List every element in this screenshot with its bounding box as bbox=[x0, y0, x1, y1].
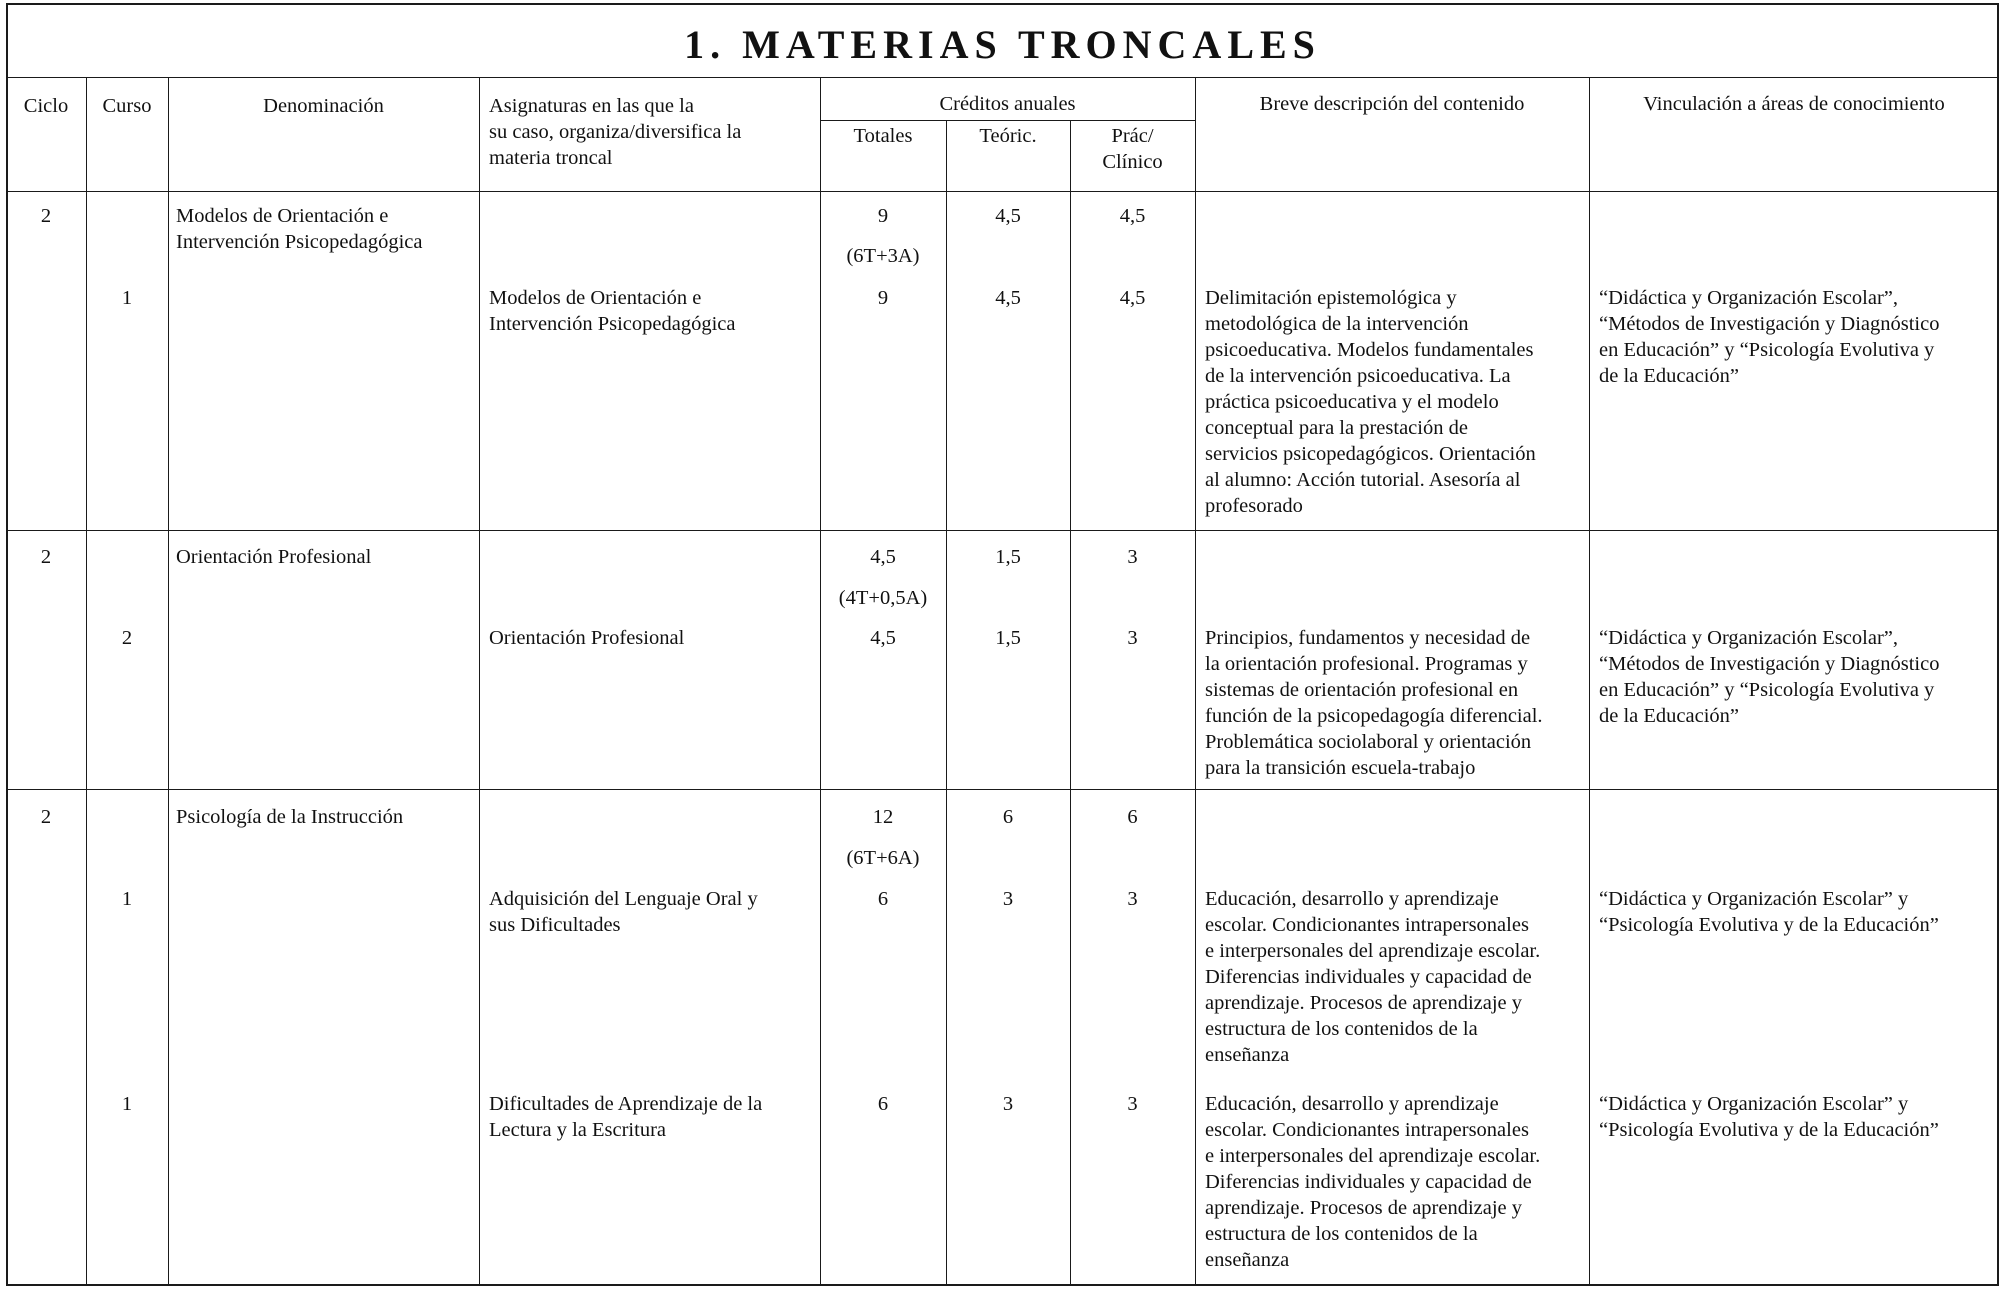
header-teoric: Teóric. bbox=[979, 125, 1037, 147]
header-denominacion: Denominación bbox=[263, 95, 384, 117]
row-totales: 6 bbox=[877, 1093, 889, 1115]
row-asignatura: Adquisición del Lenguaje Oral y sus Dificultades bbox=[489, 888, 758, 936]
row-asignatura: Dificultades de Aprendizaje de la Lectura y la Escritura bbox=[489, 1093, 763, 1141]
row-asignatura: Orientación Profesional bbox=[489, 627, 685, 649]
row-asignatura: Modelos de Orientación e Intervención Psicopedagógica bbox=[489, 287, 736, 335]
row-totales: 6 bbox=[877, 888, 889, 910]
block-divider-2 bbox=[6, 789, 1999, 790]
block-teoric: 4,5 bbox=[995, 205, 1021, 227]
block-desglose: (4T+0,5A) bbox=[838, 587, 928, 609]
row-curso: 1 bbox=[121, 287, 133, 309]
row-vinculacion: “Didáctica y Organización Escolar”, “Métodos de Investigación y Diagnóstico en Educación” y “Psicología Evolutiva y de la Educación” bbox=[1599, 287, 1940, 387]
row-descripcion: Delimitación epistemológica y metodológica de la intervención psicoeducativa. Modelos fundamentales de la intervención psicoeducativa. La práctica psicoeducativa y el modelo conceptual para la prestación de servicios psicopedagógicos. Orientación al alumno: Acción tutorial. Asesoría al profesorado bbox=[1205, 287, 1536, 517]
block-prac: 4,5 bbox=[1119, 205, 1146, 227]
block-prac: 6 bbox=[1127, 806, 1138, 828]
block-desglose: (6T+3A) bbox=[846, 245, 920, 267]
page-title: 1. MATERIAS TRONCALES bbox=[684, 22, 1321, 67]
block-desglose: (6T+6A) bbox=[846, 847, 920, 869]
header-totales: Totales bbox=[853, 125, 913, 147]
row-prac: 3 bbox=[1127, 627, 1138, 649]
header-creditos: Créditos anuales bbox=[939, 93, 1076, 115]
block-ciclo: 2 bbox=[40, 806, 52, 828]
row-descripcion: Educación, desarrollo y aprendizaje escolar. Condicionantes intrapersonales e interpersonales del aprendizaje escolar. Diferencias individuales y capacidad de aprendizaje. Procesos de aprendizaje y estructura de los contenidos de la enseñanza bbox=[1205, 888, 1541, 1066]
row-curso: 2 bbox=[121, 627, 133, 649]
block-denominacion: Modelos de Orientación e Intervención Psicopedagógica bbox=[176, 205, 423, 253]
block-prac: 3 bbox=[1127, 546, 1138, 568]
col-divider-denominacion bbox=[479, 77, 480, 1286]
block-ciclo: 2 bbox=[40, 546, 52, 568]
row-descripcion: Educación, desarrollo y aprendizaje escolar. Condicionantes intrapersonales e interpersonales del aprendizaje escolar. Diferencias individuales y capacidad de aprendizaje. Procesos de aprendizaje y estructura de los contenidos de la enseñanza bbox=[1205, 1093, 1541, 1271]
block-totales: 12 bbox=[872, 806, 894, 828]
row-vinculacion: “Didáctica y Organización Escolar” y “Psicología Evolutiva y de la Educación” bbox=[1599, 1093, 1939, 1141]
block-totales: 9 bbox=[877, 205, 889, 227]
header-vinculacion: Vinculación a áreas de conocimiento bbox=[1643, 93, 1945, 115]
row-teoric: 4,5 bbox=[995, 287, 1021, 309]
header-ciclo: Ciclo bbox=[23, 95, 69, 117]
row-prac: 3 bbox=[1127, 888, 1138, 910]
block-divider-1 bbox=[6, 530, 1999, 531]
row-teoric: 1,5 bbox=[995, 627, 1021, 649]
credits-header-divider bbox=[820, 120, 1195, 121]
row-prac: 4,5 bbox=[1119, 287, 1146, 309]
header-descripcion: Breve descripción del contenido bbox=[1259, 93, 1525, 115]
col-divider-curso bbox=[168, 77, 169, 1286]
row-vinculacion: “Didáctica y Organización Escolar” y “Psicología Evolutiva y de la Educación” bbox=[1599, 888, 1939, 936]
header-prac: Prác/ Clínico bbox=[1102, 125, 1163, 173]
row-teoric: 3 bbox=[1002, 888, 1014, 910]
header-curso: Curso bbox=[102, 95, 152, 117]
block-totales: 4,5 bbox=[870, 546, 896, 568]
title-divider bbox=[6, 77, 1999, 78]
row-descripcion: Principios, fundamentos y necesidad de la orientación profesional. Programas y sistemas de orientación profesional en función de la psicopedagogía diferencial. Problemática sociolaboral y orientación para la transición escuela-trabajo bbox=[1205, 627, 1543, 779]
col-divider-creditos bbox=[1195, 77, 1196, 1286]
row-vinculacion: “Didáctica y Organización Escolar”, “Métodos de Investigación y Diagnóstico en Educación” y “Psicología Evolutiva y de la Educación” bbox=[1599, 627, 1940, 727]
block-ciclo: 2 bbox=[40, 205, 52, 227]
header-asignaturas: Asignaturas en las que la su caso, organiza/diversifica la materia troncal bbox=[489, 95, 742, 169]
row-prac: 3 bbox=[1127, 1093, 1138, 1115]
document-page bbox=[6, 3, 1999, 1286]
block-teoric: 6 bbox=[1002, 806, 1014, 828]
block-denominacion: Orientación Profesional bbox=[176, 546, 372, 568]
row-curso: 1 bbox=[121, 888, 133, 910]
row-totales: 9 bbox=[877, 287, 889, 309]
block-denominacion: Psicología de la Instrucción bbox=[176, 806, 404, 828]
row-totales: 4,5 bbox=[870, 627, 896, 649]
block-teoric: 1,5 bbox=[995, 546, 1021, 568]
header-divider bbox=[6, 191, 1999, 192]
row-teoric: 3 bbox=[1002, 1093, 1014, 1115]
row-curso: 1 bbox=[121, 1093, 133, 1115]
